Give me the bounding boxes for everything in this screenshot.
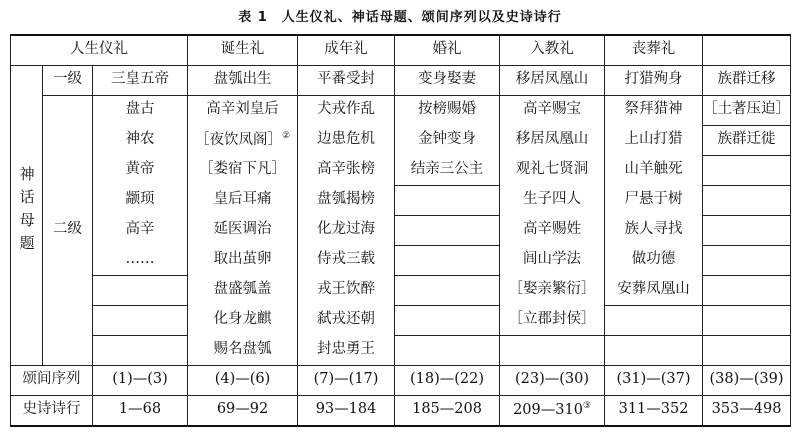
table-cell: 高辛赐姓	[500, 215, 605, 245]
table-cell: 族群迁徙	[703, 125, 791, 155]
table-cell	[703, 335, 791, 365]
table-cell: 结亲三公主	[395, 155, 500, 185]
table-cell	[395, 335, 500, 365]
level2-row	[11, 245, 791, 275]
table-cell: 做功德	[605, 245, 703, 275]
table-cell: 移居凤凰山	[500, 65, 605, 95]
table-cell	[395, 245, 500, 275]
table-cell	[605, 335, 703, 365]
table-cell: 移居凤凰山	[500, 125, 605, 155]
header-adult: 成年礼	[298, 35, 395, 65]
table-cell: (23)—(30)	[500, 365, 605, 395]
table-cell: 山羊触死	[605, 155, 703, 185]
level2-label: 二级	[43, 95, 93, 365]
table-cell	[500, 395, 605, 426]
footnote-mark: ②	[281, 130, 291, 141]
myth-motif-text: 神话母题	[17, 166, 36, 259]
table-cell: 取出茧卵	[188, 245, 298, 275]
table-cell	[188, 125, 298, 155]
level1-row	[11, 65, 791, 95]
table-cell: 按榜赐婚	[395, 95, 500, 125]
level2-sub: ……	[93, 245, 188, 275]
table-cell: 高辛赐宝	[500, 95, 605, 125]
level2-sub: 颛顼	[93, 185, 188, 215]
header-wedding: 婚礼	[395, 35, 500, 65]
table-title: 表 1 人生仪礼、神话母题、颂间序列以及史诗诗行	[238, 10, 562, 25]
table-cell: 戎王饮醉	[298, 275, 395, 305]
level2-sub: 神农	[93, 125, 188, 155]
table-cell: 上山打猎	[605, 125, 703, 155]
table-cell: 生子四人	[500, 185, 605, 215]
level2-row	[11, 335, 791, 365]
table-cell: 打猎殉身	[605, 65, 703, 95]
table-cell: 封忠勇王	[298, 335, 395, 365]
header-row	[11, 35, 791, 65]
table-cell	[500, 335, 605, 365]
table-cell: ［娶亲繁衍］	[500, 275, 605, 305]
level2-row	[11, 215, 791, 245]
header-initiation: 入教礼	[500, 35, 605, 65]
table-cell: 边患危机	[298, 125, 395, 155]
table-cell: (18)—(22)	[395, 365, 500, 395]
level2-sub: 盘古	[93, 95, 188, 125]
table-cell: 侍戎三载	[298, 245, 395, 275]
cell-text: 209—310	[513, 401, 583, 418]
table-cell: 赐名盘瓠	[188, 335, 298, 365]
table-cell: 闾山学法	[500, 245, 605, 275]
table-cell: ［立郡封侯］	[500, 305, 605, 335]
table-cell: 93—184	[298, 395, 395, 426]
table-cell: 犬戎作乱	[298, 95, 395, 125]
table-cell: (38)—(39)	[703, 365, 791, 395]
sequence-label: 颂间序列	[11, 365, 93, 395]
table-cell: 变身娶妻	[395, 65, 500, 95]
level2-sub	[93, 335, 188, 365]
level2-row	[11, 305, 791, 335]
table-cell: 皇后耳痛	[188, 185, 298, 215]
level2-row	[11, 155, 791, 185]
table-cell: 高辛张榜	[298, 155, 395, 185]
table-cell: 高辛刘皇后	[188, 95, 298, 125]
table-cell	[703, 155, 791, 185]
table-cell: 化身龙麒	[188, 305, 298, 335]
footnote-mark: ③	[582, 400, 591, 411]
table-cell: (4)—(6)	[188, 365, 298, 395]
table-cell	[395, 275, 500, 305]
table-cell: 化龙过海	[298, 215, 395, 245]
table-cell: 353—498	[703, 395, 791, 426]
sequence-row	[11, 365, 791, 395]
table-cell: 盘盛瓠盖	[188, 275, 298, 305]
myth-motif-label	[11, 65, 43, 365]
table-cell: 金钟变身	[395, 125, 500, 155]
table-cell	[703, 185, 791, 215]
header-rite: 人生仪礼	[11, 35, 188, 65]
lines-row	[11, 395, 791, 426]
table-cell	[703, 215, 791, 245]
table-cell: 安葬凤凰山	[605, 275, 703, 305]
table-cell: (7)—(17)	[298, 365, 395, 395]
table-cell: 族人寻找	[605, 215, 703, 245]
table-cell: ［娄宿下凡］	[188, 155, 298, 185]
table-cell: 祭拜猎神	[605, 95, 703, 125]
level2-sub	[93, 275, 188, 305]
table-cell: 观礼七贤洞	[500, 155, 605, 185]
table-cell	[395, 215, 500, 245]
header-birth: 诞生礼	[188, 35, 298, 65]
table-cell: 尸悬于树	[605, 185, 703, 215]
table-cell: 盘瓠出生	[188, 65, 298, 95]
table-cell: 1—68	[93, 395, 188, 426]
level2-sub	[93, 305, 188, 335]
table-cell: ［土著压迫］	[703, 95, 791, 125]
table-cell: 185—208	[395, 395, 500, 426]
table-cell: 延医调治	[188, 215, 298, 245]
table-cell: 平番受封	[298, 65, 395, 95]
level1-sub: 三皇五帝	[93, 65, 188, 95]
table-cell: 弑戎还朝	[298, 305, 395, 335]
table-cell: (1)—(3)	[93, 365, 188, 395]
table-cell	[395, 305, 500, 335]
table-cell	[703, 275, 791, 305]
level2-row	[11, 95, 791, 125]
data-table	[10, 34, 791, 427]
header-funeral: 丧葬礼	[605, 35, 703, 65]
table-cell	[395, 185, 500, 215]
level2-row	[11, 185, 791, 215]
table-cell	[703, 245, 791, 275]
table-cell: 族群迁移	[703, 65, 791, 95]
level1-label: 一级	[43, 65, 93, 95]
level2-row	[11, 125, 791, 155]
level2-sub: 黄帝	[93, 155, 188, 185]
table-cell	[605, 305, 703, 335]
header-blank	[703, 35, 791, 65]
table-cell: 69—92	[188, 395, 298, 426]
table-cell: 盘瓠揭榜	[298, 185, 395, 215]
table-cell: (31)—(37)	[605, 365, 703, 395]
lines-label: 史诗诗行	[11, 395, 93, 426]
table-cell	[703, 305, 791, 335]
level2-row	[11, 275, 791, 305]
cell-text: ［夜饮凤阁］	[194, 131, 282, 148]
level2-sub: 高辛	[93, 215, 188, 245]
table-cell: 311—352	[605, 395, 703, 426]
